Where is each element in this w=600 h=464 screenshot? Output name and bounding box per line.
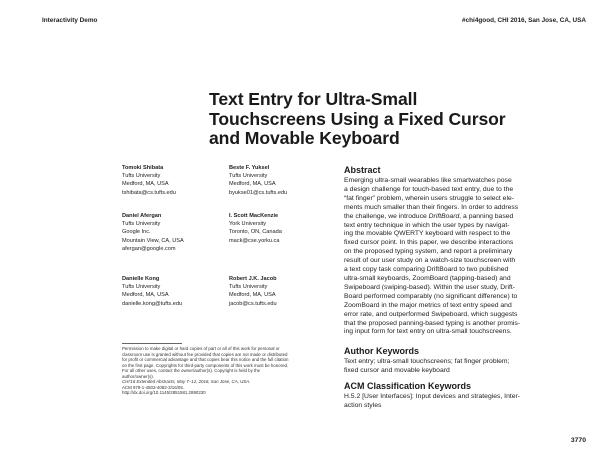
author-block [229,212,282,245]
author-name: I. Scott MacKenzie [229,213,279,219]
title-line: and Movable Keyboard [209,128,400,149]
author-location: Medford, MA, USA [229,292,276,299]
doi-link[interactable]: http://dx.doi.org/10.1145/2851581.2890230 [122,390,206,395]
keywords-line: Text entry; ultra-small touchscreens; fat finger problem; [344,358,510,365]
acm-classification-heading: ACM Classification Keywords [344,381,472,391]
author-email: afergan@google.com [122,245,176,252]
abstract-line: Emerging ultra-small wearables like smartwatches pose [344,177,512,184]
abstract-line: text entry technique in which the user types by navigat- [344,221,510,229]
abstract-heading: Abstract [344,165,381,175]
keywords-line: fixed cursor and movable keyboard [344,366,450,374]
author-email: mack@cse.yorku.ca [229,237,280,244]
title-line: Text Entry for Ultra-Small [209,89,418,109]
abstract-line: a design challenge for touch-based text entry, due to the [344,185,514,193]
abstract-line: “fat finger” problem, wherein users struggle to select ele- [344,194,514,202]
running-header-left: Interactivity Demo [42,17,98,24]
author-name: Daniel Afergan [122,213,162,219]
author-affiliation: Tufts University [122,173,161,180]
author-email: danielle.kong@tufts.edu [122,300,183,307]
permission-notice [122,346,327,396]
acm-line: action styles [344,401,382,409]
permission-line: for profit or commercial advantage and that copies bear this notice and the full citation [122,357,289,362]
author-email: byukse01@cs.tufts.edu [229,189,288,196]
abstract-line: result of our user study on a watch-size touchscreen with [344,257,516,265]
author-location: Medford, MA, USA [122,181,169,188]
author-block [122,212,184,253]
abstract-line: on the proposed typing system, and report a preliminary [344,248,513,256]
footnote-divider [122,343,182,344]
abstract-line: a text copy task comparing DriftBoard to two published [344,266,509,274]
author-name: Danielle Kong [122,276,160,282]
paper-title [209,90,539,149]
abstract-line: ing input form for text entry on ultra-small touchscreens. [344,328,512,336]
permission-line: classroom use is granted without fee provided that copies are not made or distributed [122,351,288,357]
acm-line: H.5.2 [User Interfaces]: Input devices and strategies, Inter- [344,393,521,400]
author-email: tshibata@cs.tufts.edu [122,189,176,196]
author-affiliation: Tufts University [229,284,268,291]
permission-line: Permission to make digital or hard copies of part or all of this work for personal or [122,346,280,351]
running-header-right: #chi4good, CHI 2016, San Jose, CA, USA [462,17,586,24]
page-number: 3770 [570,437,586,444]
abstract-line: Swipeboard (swiping-based). Within the user study, Drift- [344,283,515,291]
author-keywords-heading: Author Keywords [344,346,420,356]
abstract-line: that the proposed panning-based typing is another promis- [344,319,521,327]
author-location: Medford, MA, USA [229,181,276,188]
technique-name: DriftBoard [428,212,460,220]
author-location: Mountain View, CA, USA [122,237,184,244]
author-name: Tomoki Shibata [122,165,164,171]
author-keywords-body [344,358,584,376]
acm-classification-body [344,393,584,411]
author-name: Beste F. Yuksel [229,165,270,171]
abstract-line: ing the movable QWERTY keyboard with respect to the [344,230,511,238]
title-line: Touchscreens Using a Fixed Cursor [209,108,506,129]
author-block [229,164,287,197]
abstract-body [344,177,584,337]
permission-line: For all other uses, contact the owner/author(s). Copyright is held by the [122,368,261,373]
author-location: Medford, MA, USA [122,292,169,299]
conference-line: CHI'16 Extended Abstracts, May 7–12, 2016, San Jose, CA, USA. [122,379,251,384]
author-affiliation: Tufts University [229,173,268,180]
abstract-line: ultra-small keyboards, ZoomBoard (tapping-based) and [344,274,511,282]
permission-line: author/owner(s). [122,373,154,379]
author-block [122,164,176,197]
author-email: jacob@cs.tufts.edu [229,300,277,307]
abstract-line: fixed cursor point. In this paper, we describe interactions [344,239,514,247]
author-affiliation: Tufts University [122,284,161,291]
author-location: Toronto, ON, Canada [229,229,282,236]
author-block [122,275,182,308]
author-affiliation: Tufts University [122,221,161,228]
author-name: Robert J.K. Jacob [229,276,277,282]
abstract-line: the challenge, we introduce DriftBoard, a panning based [344,212,514,220]
abstract-line: error rate, and outperformed Swipeboard, which suggests [344,310,518,318]
author-block [229,275,277,308]
permission-line: on the first page. Copyrights for third-party components of this work must be honored. [122,362,289,368]
abstract-line: ments much smaller than their fingers. In order to address [344,203,519,211]
author-affiliation: York University [229,221,267,228]
author-affiliation: Google Inc. [122,229,151,236]
abstract-line: ZoomBoard in the major metrics of text entry speed and [344,301,512,309]
abstract-line: Board performed comparably (no significant difference) to [344,292,518,300]
isbn-line: ACM 978-1-4503-4082-3/16/05. [122,384,184,390]
